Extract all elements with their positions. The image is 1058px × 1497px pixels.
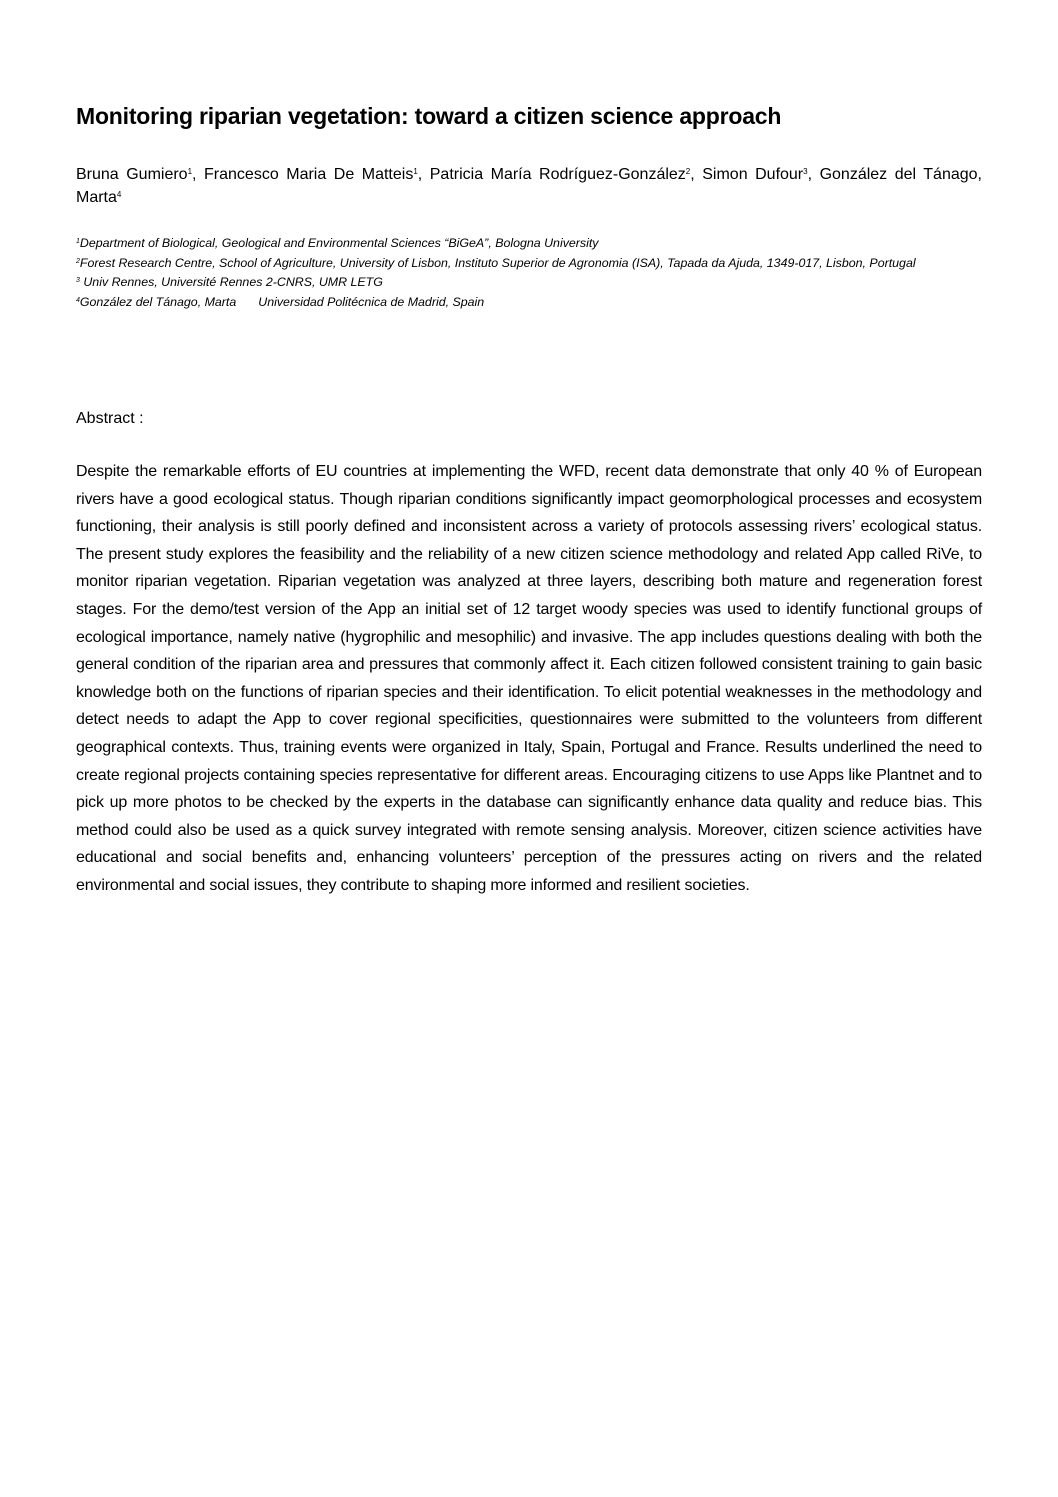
author-list: [76, 163, 982, 209]
author-2: Francesco Maria De Matteis$^1$,: [204, 166, 423, 183]
affiliation-author: González del Tánago, Marta: [79, 294, 237, 309]
author-affiliation-marker: 1: [413, 167, 418, 176]
author-affiliation-marker: 2: [685, 167, 691, 176]
affiliation-text: Univ Rennes, Université Rennes 2-CNRS, UMR LETG: [79, 275, 383, 289]
affiliation-marker: 3: [76, 277, 80, 284]
affiliation-3: [76, 273, 982, 293]
author-affiliation-marker: 3: [803, 167, 808, 176]
affiliation-marker: 1: [76, 238, 80, 245]
author-name: Bruna Gumiero: [76, 166, 188, 183]
affiliation-marker: 4: [76, 296, 80, 304]
affiliation-text: Forest Research Centre, School of Agriculture, University of Lisbon, Instituto Superior de Agronomia (ISA), Tapada da Ajuda, 1349-017, Lisbon, Portugal: [79, 255, 916, 270]
author-name: González del Tánago, Marta: [76, 166, 982, 206]
paper-title: Monitoring riparian vegetation: toward a citizen science approach: [76, 103, 782, 129]
affiliation-marker: 2: [76, 257, 80, 265]
affiliation-list: [76, 234, 982, 312]
author-affiliation-marker: 4: [116, 190, 122, 199]
affiliation-2: [76, 254, 982, 274]
author-name: Simon Dufour: [702, 166, 804, 183]
affiliation-1: [76, 234, 982, 254]
author-name: Patricia María Rodríguez-González: [429, 166, 686, 183]
author-4: Simon Dufour$^3$,: [702, 166, 813, 183]
author-affiliation-marker: 1: [187, 167, 193, 176]
abstract-body: Despite the remarkable efforts of EU countries at implementing the WFD, recent data demonstrate that only 40 % of European rivers have a good ecological status. Though riparian conditions significantly impact geomorphological processes and ecosystem functioning, their analysis is still poorly defined and inconsistent across a variety of protocols assessing rivers’ ecological status. The present study explores the feasibility and the reliability of a new citizen science methodology and related App called RiVe, to monitor riparian vegetation. Riparian vegetation was analyzed at three layers, describing both mature and regeneration forest stages. For the demo/test version of the App an initial set of 12 target woody species was used to identify functional groups of ecological importance, namely native (hygrophilic and mesophilic) and invasive. The app includes questions dealing with both the general condition of the riparian area and pressures that commonly affect it. Each citizen followed consistent training to gain basic knowledge both on the functions of riparian species and their identification. To elicit potential weaknesses in the methodology and detect needs to adapt the App to cover regional specificities, questionnaires were submitted to the volunteers from different geographical contexts. Thus, training events were organized in Italy, Spain, Portugal and France. Results underlined the need to create regional projects containing species representative for different areas. Encouraging citizens to use Apps like Plantnet and to pick up more photos to be checked by the experts in the database can significantly enhance data quality and reduce bias. This method could also be used as a quick survey integrated with remote sensing analysis. Moreover, citizen science activities have educational and social benefits and, enhancing volunteers’ perception of the pressures acting on rivers and the related environmental and social issues, they contribute to shaping more informed and resilient societies.: [76, 463, 982, 894]
abstract-heading: Abstract :: [76, 410, 144, 427]
author-1: Bruna Gumiero$^1$,: [76, 166, 197, 183]
affiliation-4: [76, 293, 982, 313]
affiliation-text: Department of Biological, Geological and Environmental Sciences “BiGeA”, Bologna University: [79, 236, 599, 250]
affiliation-institution: Universidad Politécnica de Madrid, Spain: [258, 294, 485, 309]
author-name: Francesco Maria De Matteis: [204, 166, 414, 183]
author-3: Patricia María Rodríguez-González$^2$,: [429, 166, 695, 183]
